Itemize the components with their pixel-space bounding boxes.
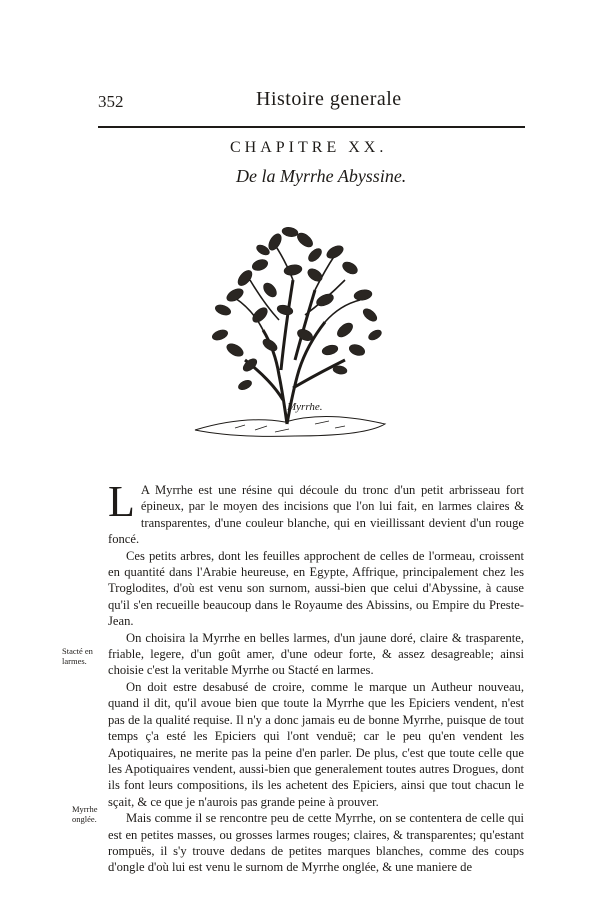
sidenote-onglee: Myrrhe onglée. xyxy=(72,804,98,824)
paragraph-1: L A Myrrhe est une résine qui découle du tronc d'un petit arbrisseau fort épineux, par le moyen des incisions que l'on lui fait, en larmes claires & transparentes, d'une couleur blanche, qui en vieillissant devient d'un rouge foncé. xyxy=(108,477,524,547)
paragraph-5: Mais comme il se rencontre peu de cette Myrrhe, on se contentera de celle qui est en petites masses, ou grosses larmes rouges; claires, & transparentes; qu'estant rompuës, il s'y trouve dedans de petites marques blanches, comme des coups d'ongle d'où lui est venu le surnom de Myrrhe onglée, & une maniere de xyxy=(108,811,524,875)
drop-cap: L xyxy=(108,477,135,526)
paragraph-2: Ces petits arbres, dont les feuilles approchent de celles de l'ormeau, croissent en quantité dans l'Arabie heureuse, en Egypte, Affrique, principalement chez les Troglodites, d'où est venu son surnom, aussi-bien que celui d'Abyssine, à cause qu'il s'en recueille beaucoup dans le Royaume des Abissins, ou Empire du Preste-Jean. xyxy=(108,548,524,629)
body-text xyxy=(108,477,524,876)
paragraph-4: On doit estre desabusé de croire, comme le marque un Autheur nouveau, quand il dit, qu'il avoue bien que toute la Myrrhe que les Epiciers vendent, n'est pas de la qualité requise. Il n'y a donc jamais eu de bonne Myrrhe, puisque de tout temps ç'a esté les Epiciers qui l'ont venduë; car le peu qu'en vendent les Apotiquaires, ne merite pas la peine d'en parler. De plus, c'est que toute celle que les Apotiquaires vendent, aussi-bien que generalement toutes autres Drogues, dont ils font leurs compositions, ils les achetent des Epiciers, ainsi que tout chacun le sçait, & ce que je n'aurois pas grande peine à prouver. xyxy=(108,679,524,809)
sidenote-stacte: Stacté en larmes. xyxy=(62,646,93,666)
header-rule xyxy=(98,126,525,128)
figure-label: Myrrhe. xyxy=(287,401,323,413)
running-title: Histoire generale xyxy=(256,88,402,110)
chapter-subtitle: De la Myrrhe Abyssine. xyxy=(236,166,407,186)
chapter-heading: CHAPITRE XX. xyxy=(230,139,388,156)
myrrh-shrub-engraving xyxy=(175,210,415,450)
paragraph-3: On choisira la Myrrhe en belles larmes, d'un jaune doré, claire & trasparente, friable, legere, d'un goût amer, d'une odeur forte, & assez desagreable; ainsi choisie c'est la veritable Myrrhe ou Stacté en larmes. xyxy=(108,630,524,678)
page-number: 352 xyxy=(98,92,124,111)
